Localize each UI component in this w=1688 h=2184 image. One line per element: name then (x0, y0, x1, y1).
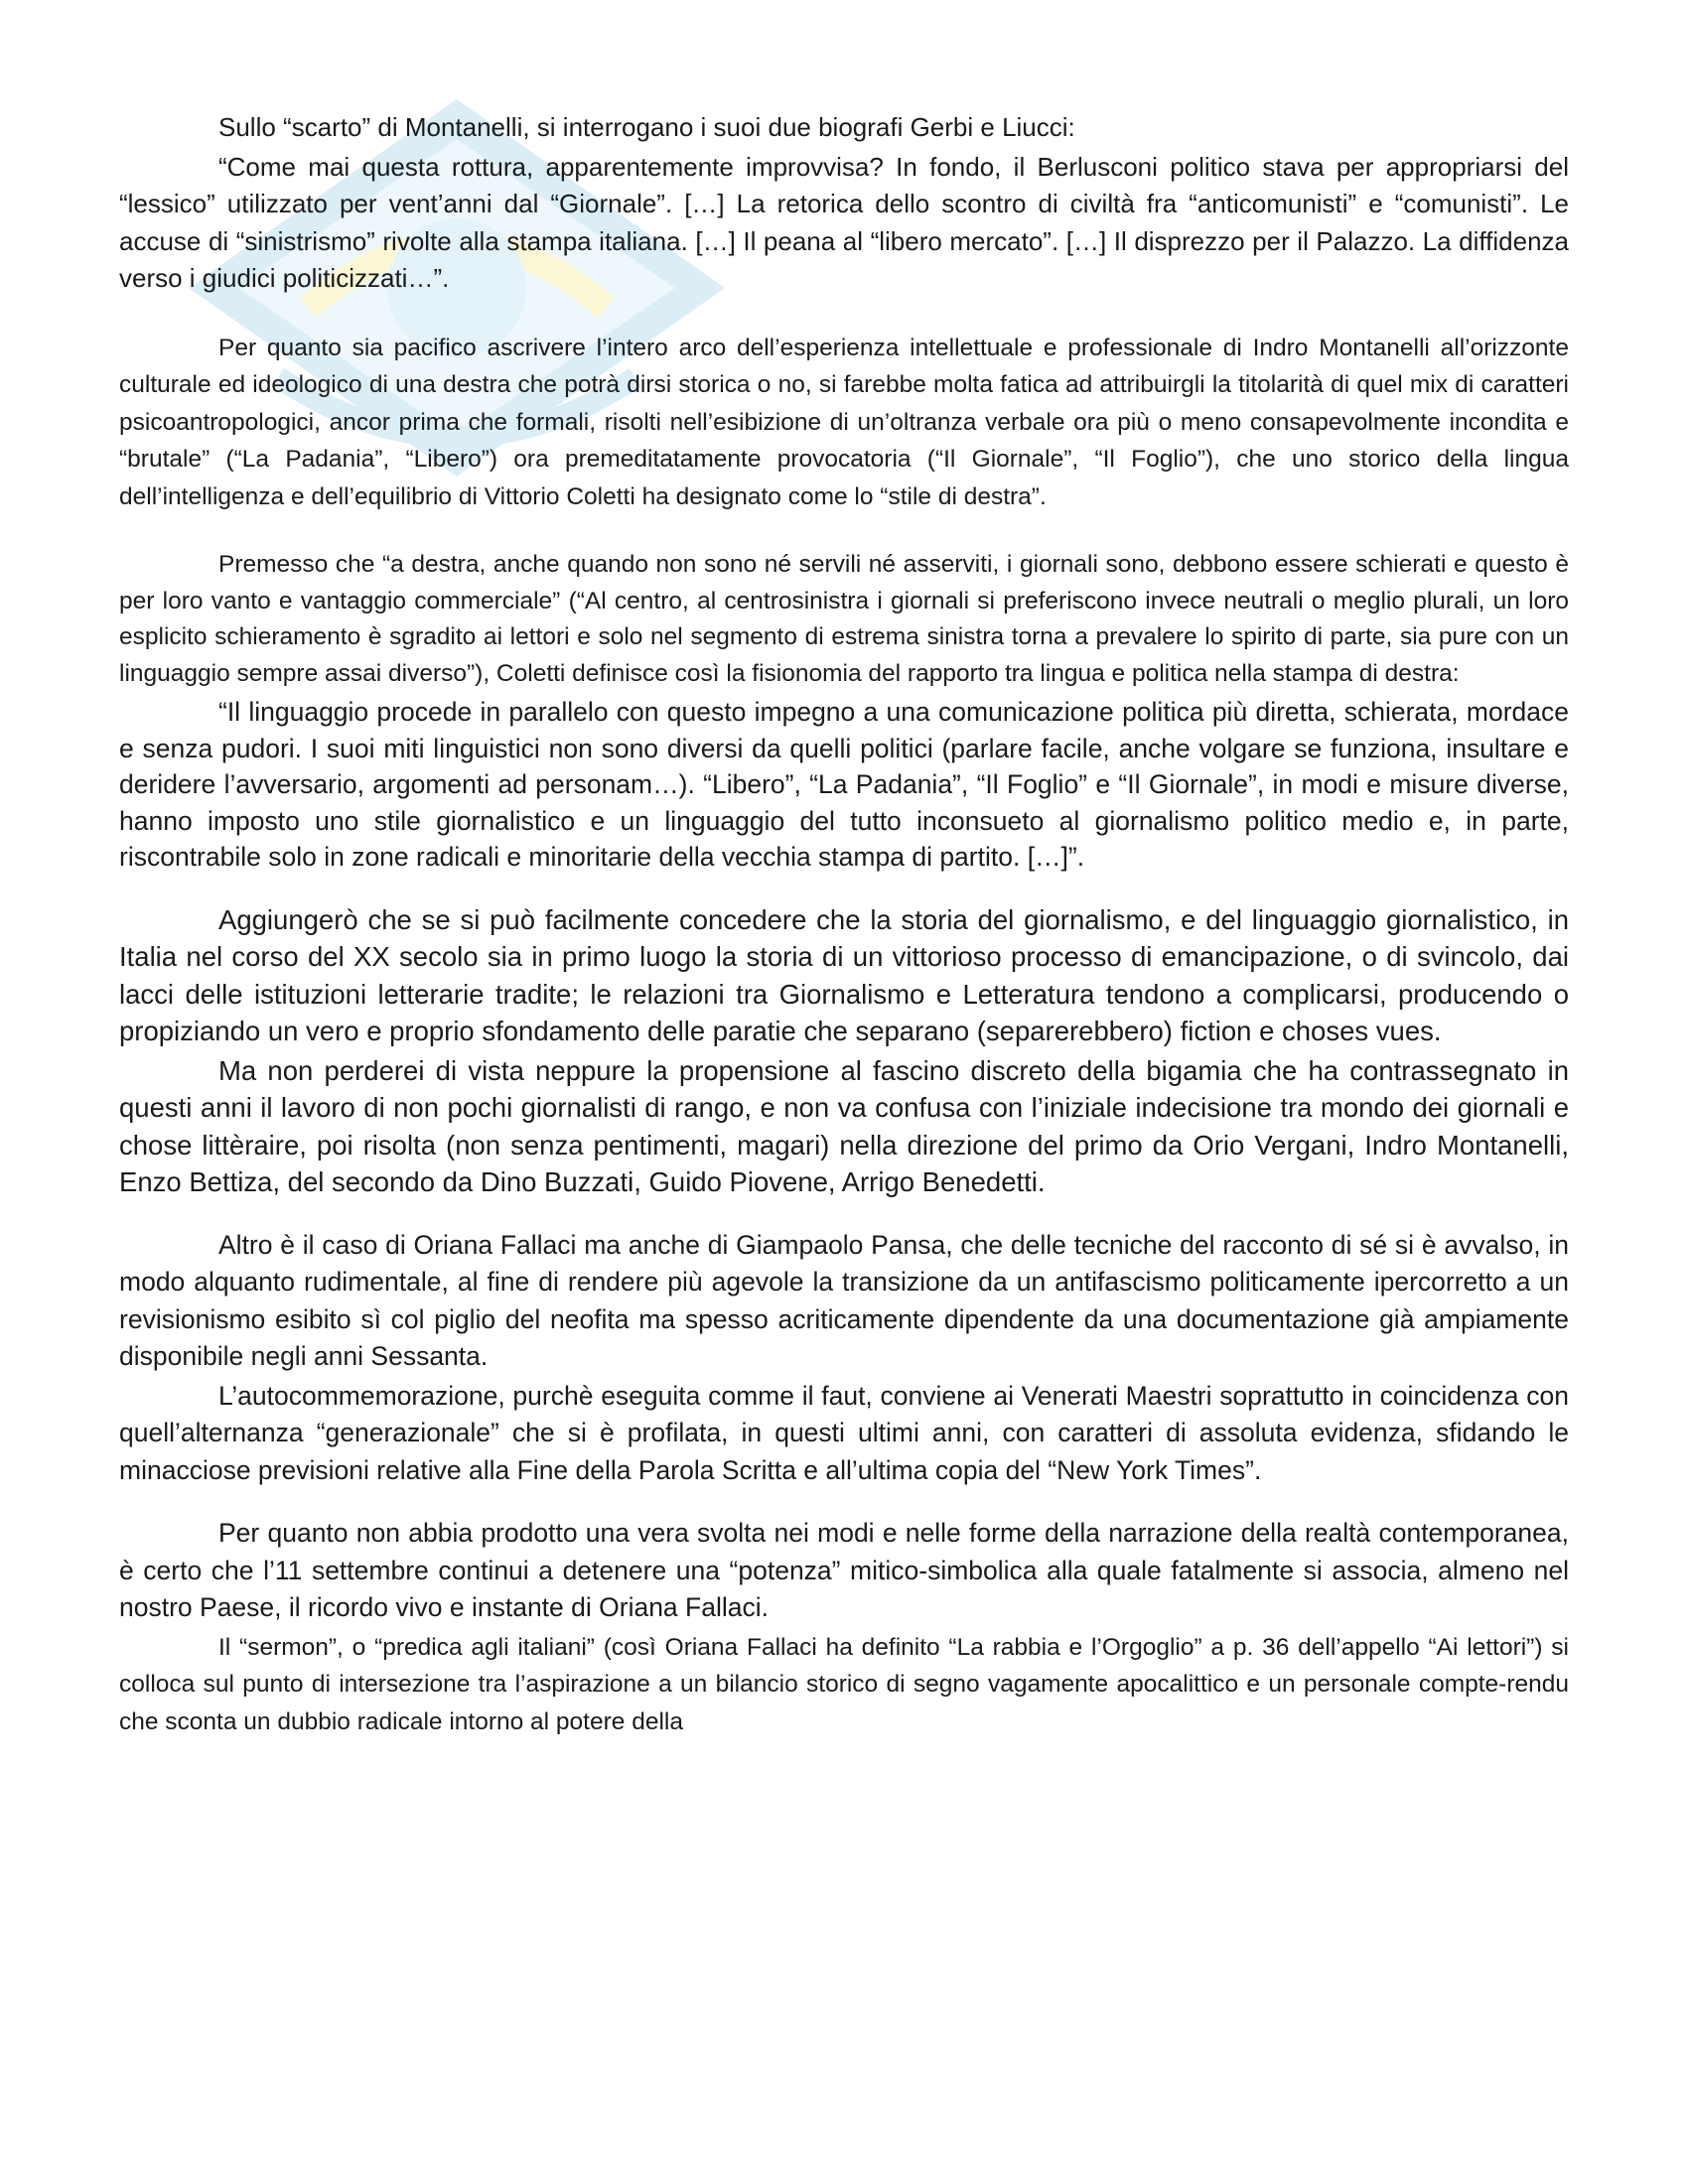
document-page (119, 109, 1569, 1740)
paragraph-autocommemorazione: L’autocommemorazione, purchè eseguita comme il faut, conviene ai Venerati Maestri soprattutto in coincidenza con quell’alternanza “generazionale” che si è profilata, in questi ultimi anni, con caratteri di assoluta evidenza, sfidando le minacciose previsioni relative alla Fine della Parola Scritta e all’ultima copia del “New York Times”. (119, 1380, 1569, 1485)
quote-coletti: “Il linguaggio procede in parallelo con questo impegno a una comunicazione politica più diretta, schierata, mordace e senza pudori. I suoi miti linguistici non sono diversi da quelli politici (parlare facile, anche volgare se funziona, insultare e deridere l’avversario, argomenti ad personam…). “Libero”, “La Padania”, “Il Foglio” e “Il Giornale”, in modi e misure diverse, hanno imposto uno stile giornalistico e un linguaggio del tutto inconsueto al giornalismo politico medio e, in parte, riscontrabile solo in zone radicali e minoritarie della vecchia stampa di partito. […]”. (119, 697, 1569, 872)
paragraph-11-settembre: Per quanto non abbia prodotto una vera svolta nei modi e nelle forme della narrazione della realtà contemporanea, è certo che l’11 settembre continui a detenere una “potenza” mitico-simbolica alla quale fatalmente si associa, almeno nel nostro Paese, il ricordo vivo e instante di Oriana Fallaci. (119, 1518, 1569, 1622)
paragraph-montanelli: Per quanto sia pacifico ascrivere l’intero arco dell’esperienza intellettuale e professionale di Indro Montanelli all’orizzonte culturale ed ideologico di una destra che potrà dirsi storica o no, si farebbe molta fatica ad attribuirgli la titolarità di quel mix di caratteri psicoantropologici, ancor prima che formali, risolti nell’esibizione di un’oltranza verbale ora più o meno consapevolmente incondita e “brutale” (“La Padania”, “Libero”) ora premeditatamente provocatoria (“Il Giornale”, “Il Foglio”), che uno storico della lingua dell’intelligenza e dell’equilibrio di Vittorio Coletti ha designato come lo “stile di destra”. (119, 334, 1569, 510)
paragraph-sermon: Il “sermon”, o “predica agli italiani” (così Oriana Fallaci ha definito “La rabbia e l’Orgoglio” a p. 36 dell’appello “Ai lettori”) si colloca sul punto di intersezione tra l’aspirazione a un bilancio storico di segno vagamente apocalittico e un personale compte-rendu che sconta un dubbio radicale intorno al potere della (119, 1633, 1569, 1735)
paragraph-premesso: Premesso che “a destra, anche quando non sono né servili né asserviti, i giornali sono, debbono essere schierati e questo è per loro vanto e vantaggio commerciale” (“Al centro, al centrosinistra i giornali si preferiscono invece neutrali o meglio plurali, un loro esplicito schieramento è sgradito ai lettori e solo nel segmento di estrema sinistra torna a prevalere lo spirito di parte, sia pure con un linguaggio sempre assai diverso”), Coletti definisce così la fisionomia del rapporto tra lingua e politica nella stampa di destra: (119, 551, 1569, 687)
paragraph-intro: Sullo “scarto” di Montanelli, si interrogano i suoi due biografi Gerbi e Liucci: (218, 112, 1075, 142)
paragraph-fallaci-pansa: Altro è il caso di Oriana Fallaci ma anche di Giampaolo Pansa, che delle tecniche del racconto di sé si è avvalso, in modo alquanto rudimentale, al fine di rendere più agevole la transizione da un antifascismo politicamente ipercorretto a un revisionismo esibito sì col piglio del neofita ma spesso acriticamente dipendente da una documentazione già ampiamente disponibile negli anni Sessanta. (119, 1229, 1569, 1371)
quote-biografi: “Come mai questa rottura, apparentemente improvvisa? In fondo, il Berlusconi politico stava per appropriarsi del “lessico” utilizzato per vent’anni dal “Giornale”. […] La retorica dello scontro di civiltà fra “anticomunisti” e “comunisti”. Le accuse di “sinistrismo” rivolte alla stampa italiana. […] Il peana al “libero mercato”. […] Il disprezzo per il Palazzo. La diffidenza verso i giudici politicizzati…”. (119, 151, 1569, 293)
paragraph-bigamia: Ma non perderei di vista neppure la propensione al fascino discreto della bigamia che ha contrassegnato in questi anni il lavoro di non pochi giornalisti di rango, e non va confusa con l’iniziale indecisione tra mondo dei giornali e chose littèraire, poi risolta (non senza pentimenti, magari) nella direzione del primo da Orio Vergani, Indro Montanelli, Enzo Bettiza, del secondo da Dino Buzzati, Guido Piovene, Arrigo Benedetti. (119, 1054, 1569, 1197)
paragraph-aggiungero: Aggiungerò che se si può facilmente concedere che la storia del giornalismo, e del linguaggio giornalistico, in Italia nel corso del XX secolo sia in primo luogo la storia di un vittorioso processo di emancipazione, o di svincolo, dai lacci delle istituzioni letterarie tradite; le relazioni tra Giornalismo e Letteratura tendono a complicarsi, producendo o propiziando un vero e proprio sfondamento delle paratie che separano (separerebbero) fiction e choses vues. (119, 903, 1569, 1046)
